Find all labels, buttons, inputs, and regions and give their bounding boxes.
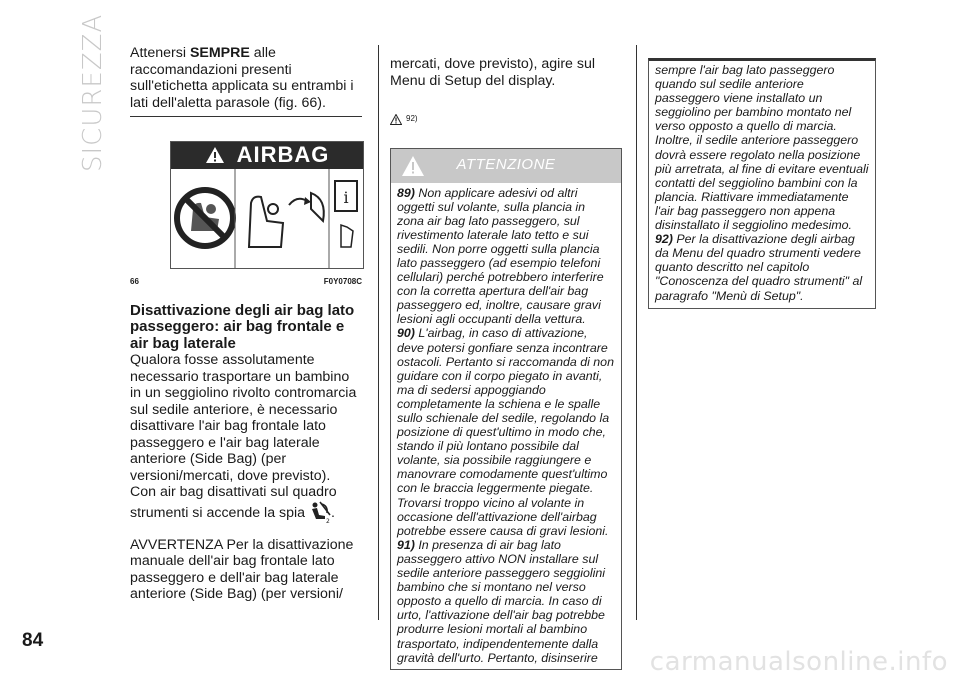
- note-text: In presenza di air bag lato passeggero attivo NON installare sul sedile anteriore passeggero seggiolini bambino che si montano nel verso opposto a quello di marcia. In caso di urto, l'attivazione dell'air bag potrebbe produrre lesioni mortali al bambino trasportato, indipendentemente dalla gravità dell'urto. Pertanto, disinserire: [397, 537, 606, 665]
- note-text: Per la disattivazione degli airbag da Menu del quadro strumenti vedere quanto descritto nel capitolo "Conoscenza del quadro strumenti" al paragrafo "Menù di Setup".: [655, 232, 863, 303]
- paragraph-3: AVVERTENZA Per la disattivazione manuale dell'air bag frontale lato passeggero e dell'air bag laterale anteriore (Side Bag) (per versioni/: [130, 536, 354, 602]
- note-number: 90): [397, 326, 415, 341]
- no-child-seat-icon: [177, 190, 233, 246]
- note-reference-text: 92): [406, 114, 418, 123]
- warning-continuation-box: [648, 58, 876, 309]
- note-number: 91): [397, 537, 415, 552]
- column-2: [390, 56, 622, 670]
- note-92: [655, 232, 869, 302]
- airbag-off-warning-light-icon: [309, 501, 331, 523]
- note-91: [397, 538, 615, 665]
- intro-suffix: alle raccomandazioni presenti sull'etichetta applicata su entrambi i lati dell'aletta parasole (fig. 66).: [130, 45, 354, 111]
- note-90: [397, 326, 615, 537]
- column-1: [130, 45, 362, 603]
- note-reference: [390, 111, 622, 128]
- figure-caption: [130, 274, 362, 291]
- note-91-continuation: sempre l'air bag lato passeggero quando sul sedile anteriore passeggero viene installato un seggiolino per bambino montato nel verso opposto a quello di marcia. Inoltre, il sedile anteriore passeggero dovrà essere regolato nella posizione più arretrata, al fine di evitare eventuali contatti del seggiolino bambini con la plancia. Riattivare immediatamente l'air bag passeggero non appena disinstallato il seggiolino medesimo.: [655, 63, 869, 233]
- intro-paragraph: [130, 45, 362, 111]
- figure-banner: [171, 142, 363, 169]
- continuation-text: mercati, dove previsto), agire sul Menu di Setup del display.: [390, 56, 596, 89]
- warning-notes: [391, 183, 621, 669]
- column-divider-1: [378, 45, 379, 620]
- warning-title: ATTENZIONE: [456, 156, 556, 174]
- note-text: Non applicare adesivi od altri oggetti sul volante, sulla plancia in zona air bag lato passeggero, sul rivestimento laterale lato tetto e sui sedili. Non porre oggetti sulla plancia lato passeggero (ad esempio telefoni cellulari) perché potrebbero interferire con la corretta apertura dell'air bag passeggero ed, inoltre, causare gravi lesioni agli occupanti della vettura.: [397, 185, 604, 327]
- warning-triangle-icon: [205, 146, 225, 166]
- column-divider-2: [636, 45, 637, 620]
- divider: [130, 116, 362, 117]
- note-89: [397, 186, 615, 327]
- warning-header: [391, 149, 621, 183]
- section-heading: Disattivazione degli air bag lato passeggero: air bag frontale e air bag laterale: [130, 301, 355, 352]
- paragraph-2-end: .: [331, 504, 335, 521]
- figure-banner-text: AIRBAG: [236, 142, 330, 168]
- manual-book-icon: [335, 181, 357, 247]
- paragraph-2: [130, 484, 362, 523]
- warning-box: [390, 148, 622, 670]
- page-number: 84: [22, 630, 44, 651]
- airbag-label-figure: [170, 141, 364, 269]
- warning-triangle-icon: [401, 155, 425, 177]
- footer-watermark: carmanualsonline.info: [649, 647, 948, 677]
- svg-text:i: i: [343, 188, 349, 207]
- figure-number: 66: [130, 277, 139, 286]
- intro-bold: SEMPRE: [189, 45, 250, 61]
- note-number: 92): [655, 232, 673, 247]
- note-number: 89): [397, 185, 415, 200]
- child-seat-airbag-icon: [249, 193, 324, 247]
- paragraph-1: Qualora fosse assolutamente necessario trasportare un bambino in un seggiolino rivolto contromarcia sul sedile anteriore, è necessario disattivare l'air bag frontale lato passeggero e l'air bag laterale anteriore (Side Bag) (per versioni/mercati, dove previsto).: [130, 352, 357, 484]
- figure-code: F0Y0708C: [323, 277, 362, 286]
- note-text: L'airbag, in caso di attivazione, deve potersi gonfiare senza incontrare ostacoli. Pertanto si raccomanda di non guidare con il corpo piegato in avanti, ma di sedersi appoggiando completamente la schiena e le spalle sullo schienale del sedile, regolando la posizione di quest'ultimo in modo che, stando il più lontano possibile dal volante, sia possibile raggiungere e manovrare comodamente quest'ultimo con le braccia leggermente piegate. Trovarsi troppo vicino al volante in occasione dell'attivazione dell'airbag potrebbe essere causa di gravi lesioni.: [397, 326, 614, 538]
- intro-prefix: Attenersi: [130, 45, 190, 61]
- paragraph-2-text: Con air bag disattivati sul quadro strumenti si accende la spia: [130, 484, 337, 521]
- figure-body: [171, 169, 363, 268]
- caution-triangle-icon: [390, 114, 402, 125]
- svg-text:2: 2: [326, 517, 330, 523]
- column-3: [648, 58, 874, 309]
- section-title: SICUREZZA: [78, 13, 108, 172]
